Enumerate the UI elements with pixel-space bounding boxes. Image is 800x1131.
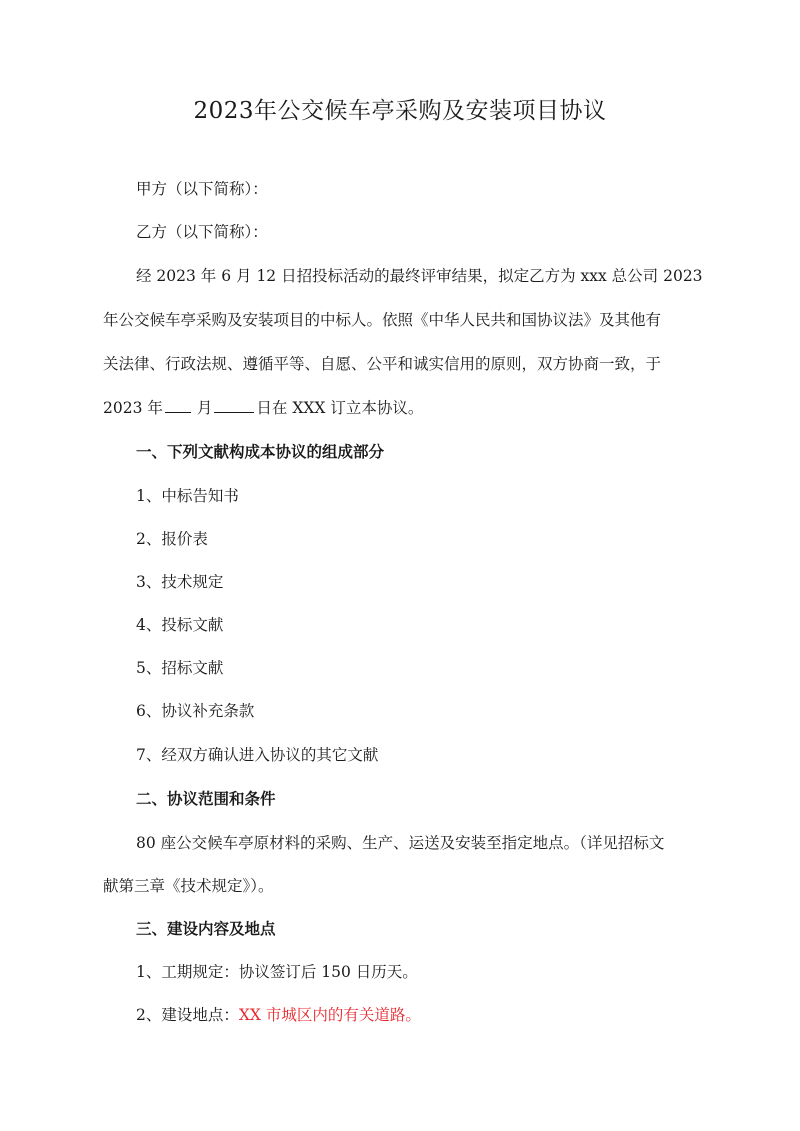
- section-1-item: 7、经双方确认进入协议的其它文献: [136, 746, 379, 764]
- site-value: XX 市城区内的有关道路。: [238, 1006, 421, 1024]
- party-a-line: 甲方（以下简称）：: [136, 180, 268, 198]
- section-1-heading: 一、下列文献构成本协议的组成部分: [136, 442, 385, 461]
- month-blank: [165, 398, 191, 413]
- section-3-item-1: 1、工期规定：协议签订后 150 日历天。: [136, 963, 418, 981]
- section-1-item: 5、招标文献: [136, 659, 224, 677]
- date-year-text: 2023 年: [103, 399, 163, 417]
- section-2-line-2: 献第三章《技术规定》）。: [103, 877, 274, 895]
- site-label: 2、建设地点：: [136, 1006, 239, 1024]
- party-b-line: 乙方（以下简称）：: [136, 223, 268, 241]
- section-3-heading: 三、建设内容及地点: [136, 919, 276, 938]
- intro-line-2: 年公交候车亭采购及安装项目的中标人。依照《中华人民共和国协议法》及其他有: [103, 311, 662, 329]
- day-blank: [214, 398, 254, 413]
- section-1-item: 4、投标文献: [136, 616, 224, 634]
- date-day-text: 日在 XXX 订立本协议。: [256, 399, 424, 417]
- section-2-heading: 二、协议范围和条件: [136, 789, 276, 808]
- section-1-item: 6、协议补充条款: [136, 702, 255, 720]
- section-1-item: 1、中标告知书: [136, 487, 239, 505]
- date-month-text: 月: [196, 399, 213, 417]
- section-3-item-2: [136, 1004, 736, 1026]
- intro-line-1: 经 2023 年 6 月 12 日招投标活动的最终评审结果，拟定乙方为 xxx 总公司 2023: [136, 267, 703, 285]
- section-1-item: 2、报价表: [136, 530, 208, 548]
- section-1-item: 3、技术规定: [136, 573, 224, 591]
- document-title: 2023年公交候车亭采购及安装项目协议: [193, 98, 607, 124]
- section-2-line-1: 80 座公交候车亭原材料的采购、生产、运送及安装至指定地点。（详见招标文: [136, 834, 665, 852]
- intro-line-4: [103, 397, 703, 419]
- intro-line-3: 关法律、行政法规、遵循平等、自愿、公平和诚实信用的原则，双方协商一致，于: [103, 355, 662, 373]
